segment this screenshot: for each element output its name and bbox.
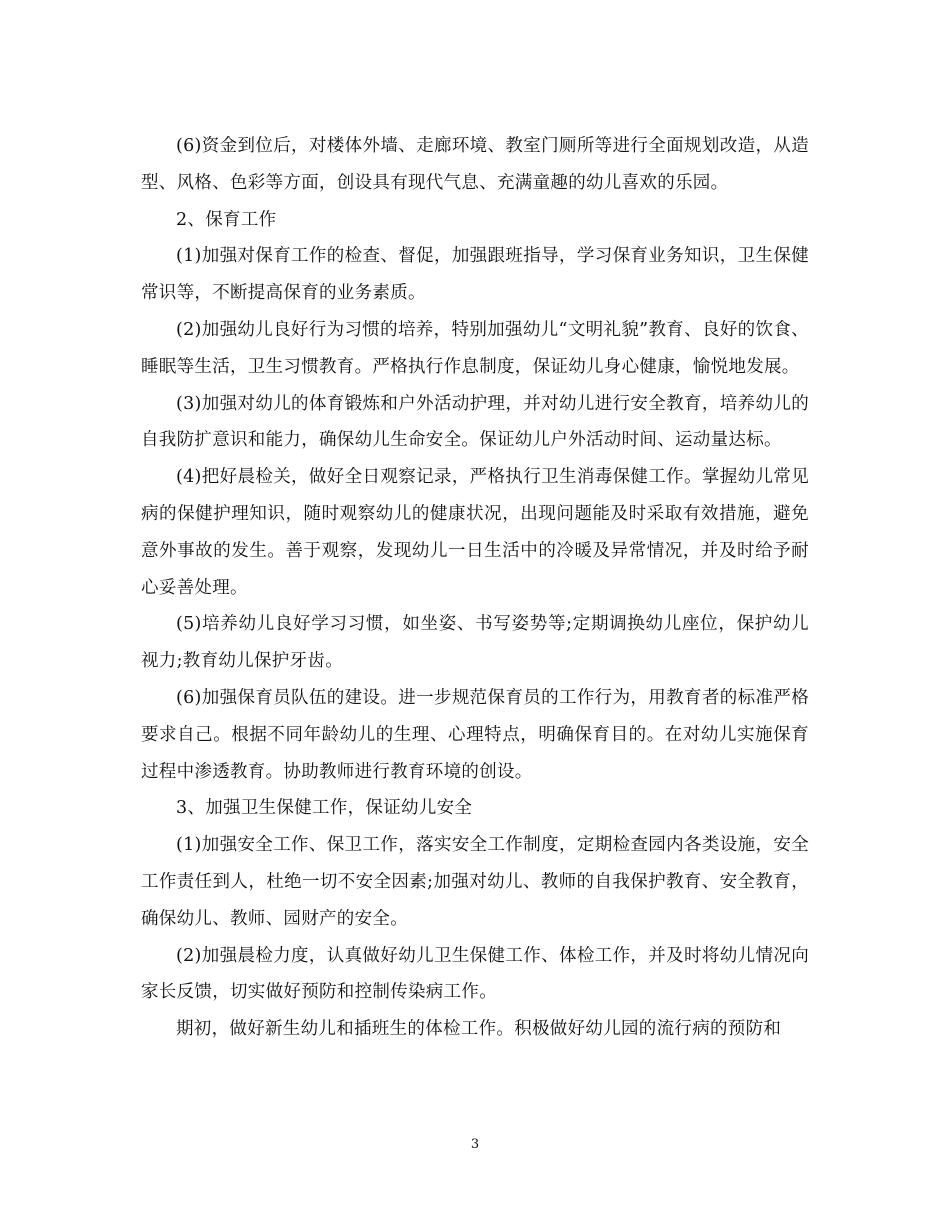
- section-heading-childcare: 2、保育工作: [176, 209, 277, 230]
- paragraph-learning-habits: (5)培养幼儿良好学习习惯，如坐姿、书写姿势等;定期调换幼儿座位，保护幼儿视力;教育幼儿保护牙齿。: [141, 614, 809, 672]
- paragraph-funding-renovation: (6)资金到位后，对楼体外墙、走廊环境、教室门厕所等进行全面规划改造，从造型、风格、色彩等方面，创设具有现代气息、充满童趣的幼儿喜欢的乐园。: [141, 136, 809, 193]
- page-number: 3: [470, 1137, 480, 1152]
- paragraph-morning-inspection: (2)加强晨检力度，认真做好幼儿卫生保健工作、体检工作，并及时将幼儿情况向家长反馈，切实做好预防和控制传染病工作。: [141, 945, 809, 1003]
- document-body: [141, 128, 809, 1048]
- paragraph-term-start: 期初，做好新生幼儿和插班生的体检工作。积极做好幼儿园的流行病的预防和: [176, 1019, 782, 1040]
- paragraph-physical-exercise: (3)加强对幼儿的体育锻炼和户外活动护理，并对幼儿进行安全教育，培养幼儿的自我防扩意识和能力，确保幼儿生命安全。保证幼儿户外活动时间、运动量达标。: [141, 393, 809, 451]
- section-heading-health-safety: 3、加强卫生保健工作，保证幼儿安全: [176, 798, 473, 819]
- paragraph-behavior-habits: (2)加强幼儿良好行为习惯的培养，特别加强幼儿“文明礼貌”教育、良好的饮食、睡眠等生活，卫生习惯教育。严格执行作息制度，保证幼儿身心健康，愉悦地发展。: [141, 319, 809, 377]
- paragraph-childcare-inspection: (1)加强对保育工作的检查、督促，加强跟班指导，学习保育业务知识，卫生保健常识等，不断提高保育的业务素质。: [141, 246, 809, 304]
- paragraph-staff-building: (6)加强保育员队伍的建设。进一步规范保育员的工作行为，用教育者的标准严格要求自己。根据不同年龄幼儿的生理、心理特点，明确保育目的。在对幼儿实施保育过程中渗透教育。协助教师进行教育环境的创设。: [141, 687, 809, 782]
- paragraph-safety-work: (1)加强安全工作、保卫工作，落实安全工作制度，定期检查园内各类设施，安全工作责任到人，杜绝一切不安全因素;加强对幼儿、教师的自我保护教育、安全教育，确保幼儿、教师、园财产的安全。: [141, 835, 809, 929]
- paragraph-morning-check: (4)把好晨检关，做好全日观察记录，严格执行卫生消毒保健工作。掌握幼儿常见病的保健护理知识，随时观察幼儿的健康状况，出现问题能及时采取有效措施，避免意外事故的发生。善于观察，发现幼儿一日生活中的冷暖及异常情况，并及时给予耐心妥善处理。: [141, 467, 809, 598]
